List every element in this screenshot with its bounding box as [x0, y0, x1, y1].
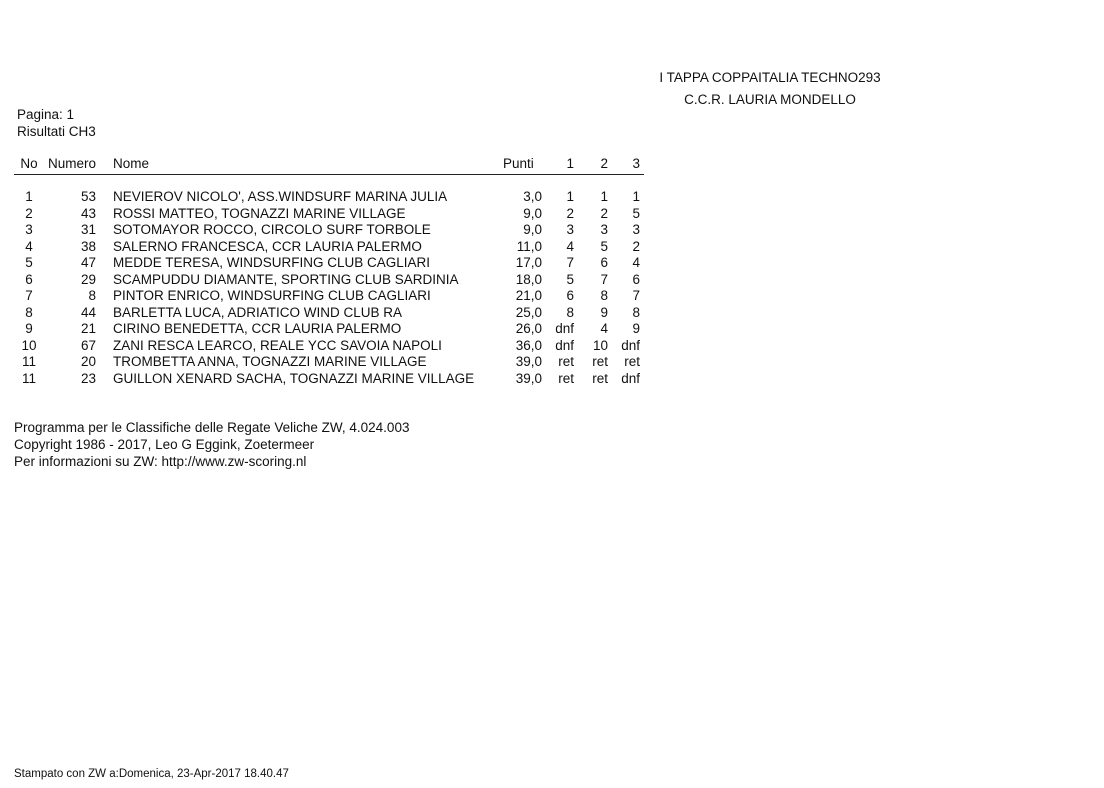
table-row: [14, 305, 644, 322]
cell-race-1: ret: [558, 370, 574, 386]
cell-points: 39,0: [515, 354, 542, 369]
table-body: [14, 189, 644, 387]
cell-race-3: 2: [632, 238, 640, 254]
cell-race-1: ret: [558, 354, 574, 369]
table-row: [14, 255, 644, 272]
cell-race-2: 9: [600, 304, 608, 320]
cell-race-3: 3: [632, 222, 640, 237]
cell-race-3: 9: [632, 321, 640, 336]
cell-no: 3: [25, 222, 33, 237]
cell-race-2: 2: [600, 205, 608, 221]
cell-number: 20: [80, 354, 96, 369]
cell-number: 47: [80, 255, 96, 270]
cell-points: 39,0: [515, 370, 542, 386]
cell-race-2: ret: [592, 370, 608, 386]
cell-name: GUILLON XENARD SACHA, TOGNAZZI MARINE VILLAGE: [113, 370, 475, 386]
header-name: Nome: [113, 156, 150, 171]
cell-race-2: 1: [600, 189, 608, 204]
header-race-2: 2: [600, 156, 608, 171]
cell-no: 10: [21, 337, 37, 353]
cell-race-2: 7: [600, 271, 608, 287]
cell-number: 8: [88, 288, 96, 303]
copyright-line: Copyright 1986 - 2017, Leo G Eggink, Zoetermeer: [14, 437, 315, 452]
cell-points: 9,0: [523, 205, 542, 221]
event-club: C.C.R. LAURIA MONDELLO: [684, 92, 856, 107]
cell-points: 25,0: [515, 304, 542, 320]
cell-race-3: 1: [632, 189, 640, 204]
cell-number: 53: [80, 189, 96, 204]
cell-race-1: 8: [566, 304, 574, 320]
cell-name: PINTOR ENRICO, WINDSURFING CLUB CAGLIARI: [113, 288, 431, 303]
cell-number: 44: [80, 304, 96, 320]
cell-no: 9: [25, 321, 33, 336]
cell-race-1: 1: [566, 189, 574, 204]
event-header: [640, 67, 900, 111]
cell-number: 38: [80, 238, 96, 254]
table-row: [14, 354, 644, 371]
cell-race-2: 5: [600, 238, 608, 254]
program-line: Programma per le Classifiche delle Regate Veliche ZW, 4.024.003: [14, 420, 410, 435]
cell-race-3: 8: [632, 304, 640, 320]
cell-points: 21,0: [515, 288, 542, 303]
cell-name: SALERNO FRANCESCA, CCR LAURIA PALERMO: [113, 238, 422, 254]
cell-race-1: 6: [566, 288, 574, 303]
table-row: [14, 189, 644, 206]
cell-points: 11,0: [516, 238, 542, 254]
cell-race-1: 7: [566, 255, 574, 270]
cell-name: BARLETTA LUCA, ADRIATICO WIND CLUB RA: [113, 304, 403, 320]
cell-name: NEVIEROV NICOLO', ASS.WINDSURF MARINA JULIA: [113, 189, 448, 204]
cell-race-1: dnf: [555, 337, 574, 353]
table-row: [14, 239, 644, 256]
table-row: [14, 272, 644, 289]
cell-number: 31: [80, 222, 96, 237]
info-line: Per informazioni su ZW: http://www.zw-scoring.nl: [14, 454, 307, 469]
cell-name: SCAMPUDDU DIAMANTE, SPORTING CLUB SARDINIA: [113, 271, 459, 287]
cell-points: 18,0: [515, 271, 542, 287]
cell-race-3: dnf: [621, 370, 640, 386]
cell-race-3: 6: [632, 271, 640, 287]
cell-no: 1: [25, 189, 33, 204]
cell-race-2: 10: [592, 337, 608, 353]
table-row: [14, 206, 644, 223]
cell-race-3: 7: [632, 288, 640, 303]
cell-no: 2: [25, 205, 33, 221]
cell-race-1: 2: [566, 205, 574, 221]
table-row: [14, 371, 644, 388]
cell-race-2: ret: [592, 354, 608, 369]
cell-name: TROMBETTA ANNA, TOGNAZZI MARINE VILLAGE: [113, 354, 427, 369]
cell-points: 17,0: [515, 255, 542, 270]
cell-race-1: 3: [566, 222, 574, 237]
cell-number: 23: [80, 370, 96, 386]
cell-name: SOTOMAYOR ROCCO, CIRCOLO SURF TORBOLE: [113, 222, 431, 237]
cell-race-3: 5: [632, 205, 640, 221]
cell-race-2: 8: [600, 288, 608, 303]
cell-no: 8: [25, 304, 33, 320]
results-label: Risultati CH3: [17, 124, 96, 139]
cell-number: 29: [80, 271, 96, 287]
cell-race-2: 3: [600, 222, 608, 237]
cell-name: CIRINO BENEDETTA, CCR LAURIA PALERMO: [113, 321, 402, 336]
header-points: Punti: [503, 156, 534, 171]
cell-race-1: 4: [566, 238, 574, 254]
cell-no: 6: [25, 271, 33, 287]
cell-number: 21: [80, 321, 96, 336]
cell-race-3: dnf: [621, 337, 640, 353]
results-table: [14, 154, 644, 387]
cell-race-3: ret: [624, 354, 640, 369]
footer: [14, 419, 409, 470]
page-info: [17, 106, 96, 140]
cell-no: 4: [25, 238, 33, 254]
table-row: [14, 338, 644, 355]
cell-no: 5: [25, 255, 33, 270]
cell-number: 67: [80, 337, 96, 353]
cell-no: 7: [25, 288, 33, 303]
header-race-3: 3: [632, 156, 640, 171]
cell-race-3: 4: [632, 255, 640, 270]
page-number: Pagina: 1: [17, 107, 75, 122]
table-row: [14, 288, 644, 305]
cell-points: 3,0: [523, 189, 542, 204]
cell-race-1: 5: [566, 271, 574, 287]
table-row: [14, 222, 644, 239]
cell-name: ROSSI MATTEO, TOGNAZZI MARINE VILLAGE: [113, 205, 406, 221]
cell-name: ZANI RESCA LEARCO, REALE YCC SAVOIA NAPOLI: [113, 337, 442, 353]
cell-points: 26,0: [515, 321, 542, 336]
header-race-1: 1: [566, 156, 574, 171]
cell-points: 9,0: [523, 222, 542, 237]
cell-race-2: 4: [600, 321, 608, 336]
cell-no: 11: [21, 354, 36, 369]
cell-race-2: 6: [600, 255, 608, 270]
header-no: No: [20, 156, 38, 171]
table-row: [14, 321, 644, 338]
table-header: [14, 154, 644, 175]
cell-name: MEDDE TERESA, WINDSURFING CLUB CAGLIARI: [113, 255, 431, 270]
header-number: Numero: [48, 156, 97, 171]
event-title: I TAPPA COPPAITALIA TECHNO293: [659, 70, 881, 85]
cell-points: 36,0: [515, 337, 542, 353]
cell-number: 43: [80, 205, 96, 221]
cell-no: 11: [21, 370, 36, 386]
cell-race-1: dnf: [555, 321, 574, 336]
printed-timestamp: Stampato con ZW a:Domenica, 23-Apr-2017 18.40.47: [14, 768, 289, 780]
